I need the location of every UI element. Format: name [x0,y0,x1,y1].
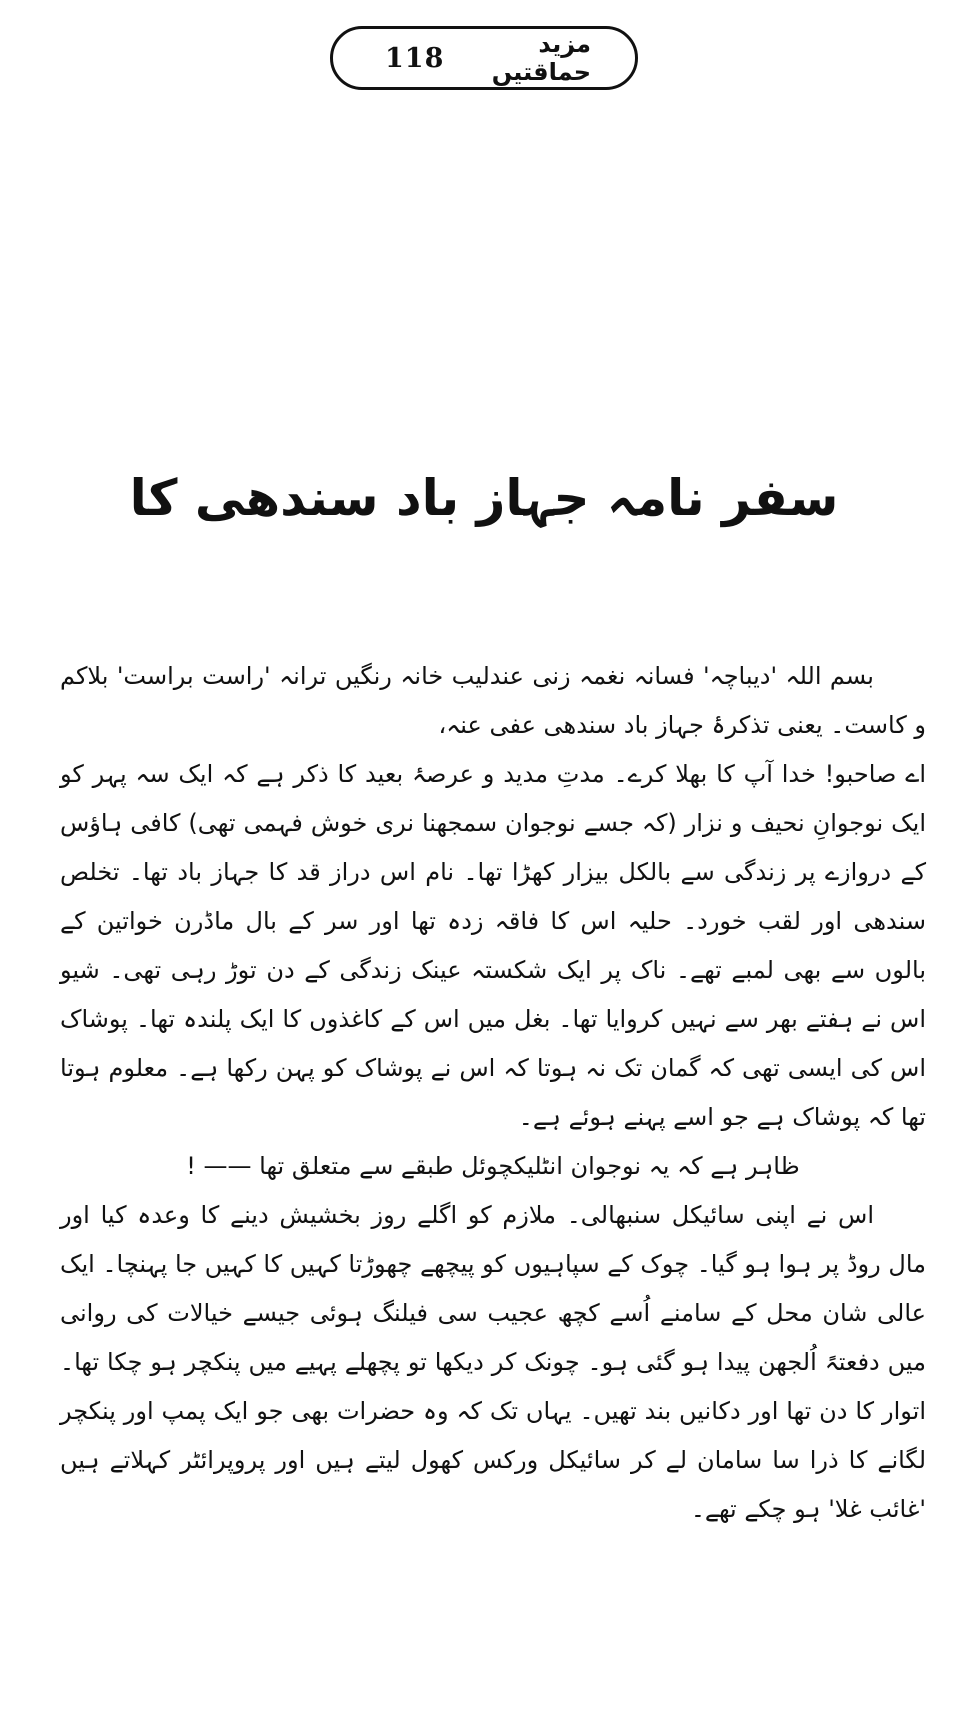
running-title: مزید حماقتیں [491,30,591,86]
page-number: 118 [385,42,445,74]
paragraph-description: اے صاحبو! خدا آپ کا بھلا کرے۔ مدتِ مدید و عرصۂ بعید کا ذکر ہے کہ ایک سہ پہر کو ایک نوجوانِ نحیف و نزار (کہ جسے نوجوان سمجھنا نری خوش فہمی تھی) کافی ہاؤس کے دروازے پر زندگی سے بالکل بیزار کھڑا تھا۔ نام اس دراز قد کا جہاز باد تھا۔ تخلص سندھی اور لقب خورد۔ حلیہ اس کا فاقہ زدہ تھا اور سر کے بال ماڈرن خواتین کے بالوں سے بھی لمبے تھے۔ ناک پر ایک شکستہ عینک زندگی کے دن توڑ رہی تھی۔ شیو اس نے ہفتے بھر سے نہیں کروایا تھا۔ بغل میں اس کے کاغذوں کا ایک پلندہ تھا۔ پوشاک اس کی ایسی تھی کہ گمان تک نہ ہوتا کہ اس نے پوشاک کو پہن رکھا ہے۔ معلوم ہوتا تھا کہ پوشاک ہے جو اسے پہنے ہوئے ہے۔ [60,760,926,1131]
paragraph-bicycle: اس نے اپنی سائیکل سنبھالی۔ ملازم کو اگلے روز بخشیش دینے کا وعدہ کیا اور مال روڈ پر ہوا ہو گیا۔ چوک کے سپاہیوں کو پیچھے چھوڑتا کہیں کا کہیں جا پہنچا۔ ایک عالی شان محل کے سامنے اُسے کچھ عجیب سی فیلنگ ہوئی جیسے خیالات کی روانی میں دفعتہً اُلجھن پیدا ہو گئی ہو۔ چونک کر دیکھا تو پچھلے پہیے میں پنکچر ہو چکا تھا۔ اتوار کا دن تھا اور دکانیں بند تھیں۔ یہاں تک کہ وہ حضرات بھی جو ایک پمپ اور پنکچر لگانے کا ذرا سا سامان لے کر سائیکل ورکس کھول لیتے ہیں اور پروپرائٹر کہلاتے ہیں 'غائب غلا' ہو چکے تھے۔ [60,1201,926,1523]
body-text [60,652,926,1534]
paragraph-opening: بسم اللہ 'دیباچہ' فسانہ نغمہ زنی عندلیب خانہ رنگیں ترانہ 'راست براست' بلاکم و کاست۔ یعنی تذکرۂ جہاز باد سندھی عفی عنہ، [60,662,926,739]
page-header [330,26,638,90]
paragraph-remark: ظاہر ہے کہ یہ نوجوان انٹلیکچوئل طبقے سے متعلق تھا —— ! [186,1152,800,1180]
chapter-title: سفر نامہ جہاز باد سندھی کا [129,469,839,527]
